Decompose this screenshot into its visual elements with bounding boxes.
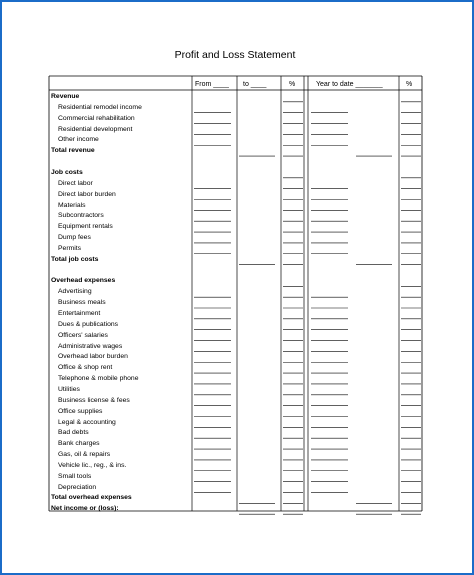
line-item-label: Business meals xyxy=(58,299,106,307)
line-item-label: Administrative wages xyxy=(58,342,123,350)
line-item-label: Commercial rehabilitation xyxy=(58,114,135,122)
line-item-label: Office & shop rent xyxy=(58,364,113,372)
line-item-label: Entertainment xyxy=(58,310,101,317)
line-item-label: Permits xyxy=(58,244,82,252)
total-row-label: Net income or (loss): xyxy=(51,505,119,513)
line-item-label: Officers' salaries xyxy=(58,331,108,339)
header-from: From ____ xyxy=(195,81,229,88)
line-item-label: Materials xyxy=(58,201,86,209)
line-item-label: Depreciation xyxy=(58,483,97,491)
line-item-label: Vehicle lic., reg., & ins. xyxy=(58,461,127,469)
section-heading: Overhead expenses xyxy=(51,277,116,285)
section-heading: Revenue xyxy=(51,93,80,100)
line-item-label: Legal & accounting xyxy=(58,418,116,426)
line-item-label: Direct labor burden xyxy=(58,190,116,198)
section-heading: Job costs xyxy=(51,168,83,176)
total-row-label: Total overhead expenses xyxy=(51,494,132,502)
line-item-label: Residential remodel income xyxy=(58,103,142,111)
header-year-to-date: Year to date _______ xyxy=(316,81,383,88)
line-item-label: Dump fees xyxy=(58,234,91,242)
line-item-label: Office supplies xyxy=(58,407,103,415)
line-item-label: Utilities xyxy=(58,385,80,393)
header-to: to ____ xyxy=(243,81,267,88)
line-item-label: Gas, oil & repairs xyxy=(58,451,111,459)
line-item-label: Dues & publications xyxy=(58,320,119,328)
line-item-label: Overhead labor burden xyxy=(58,353,128,361)
line-item-label: Direct labor xyxy=(58,179,93,187)
total-row-label: Total revenue xyxy=(51,147,95,155)
line-item-label: Small tools xyxy=(58,472,92,480)
line-item-label: Bad debts xyxy=(58,429,89,437)
line-item-label: Business license & fees xyxy=(58,396,130,404)
line-item-label: Advertising xyxy=(58,288,92,296)
statement-title: Profit and Loss Statement xyxy=(174,49,296,61)
line-item-label: Telephone & mobile phone xyxy=(58,375,139,383)
total-row-label: Total job costs xyxy=(51,255,99,263)
line-item-label: Equipment rentals xyxy=(58,223,113,231)
header-ytd-percent: % xyxy=(406,81,413,88)
line-item-label: Other income xyxy=(58,136,99,144)
header-percent: % xyxy=(289,81,296,88)
line-item-label: Bank charges xyxy=(58,440,100,448)
line-item-label: Residential development xyxy=(58,125,133,133)
line-item-label: Subcontractors xyxy=(58,212,104,220)
